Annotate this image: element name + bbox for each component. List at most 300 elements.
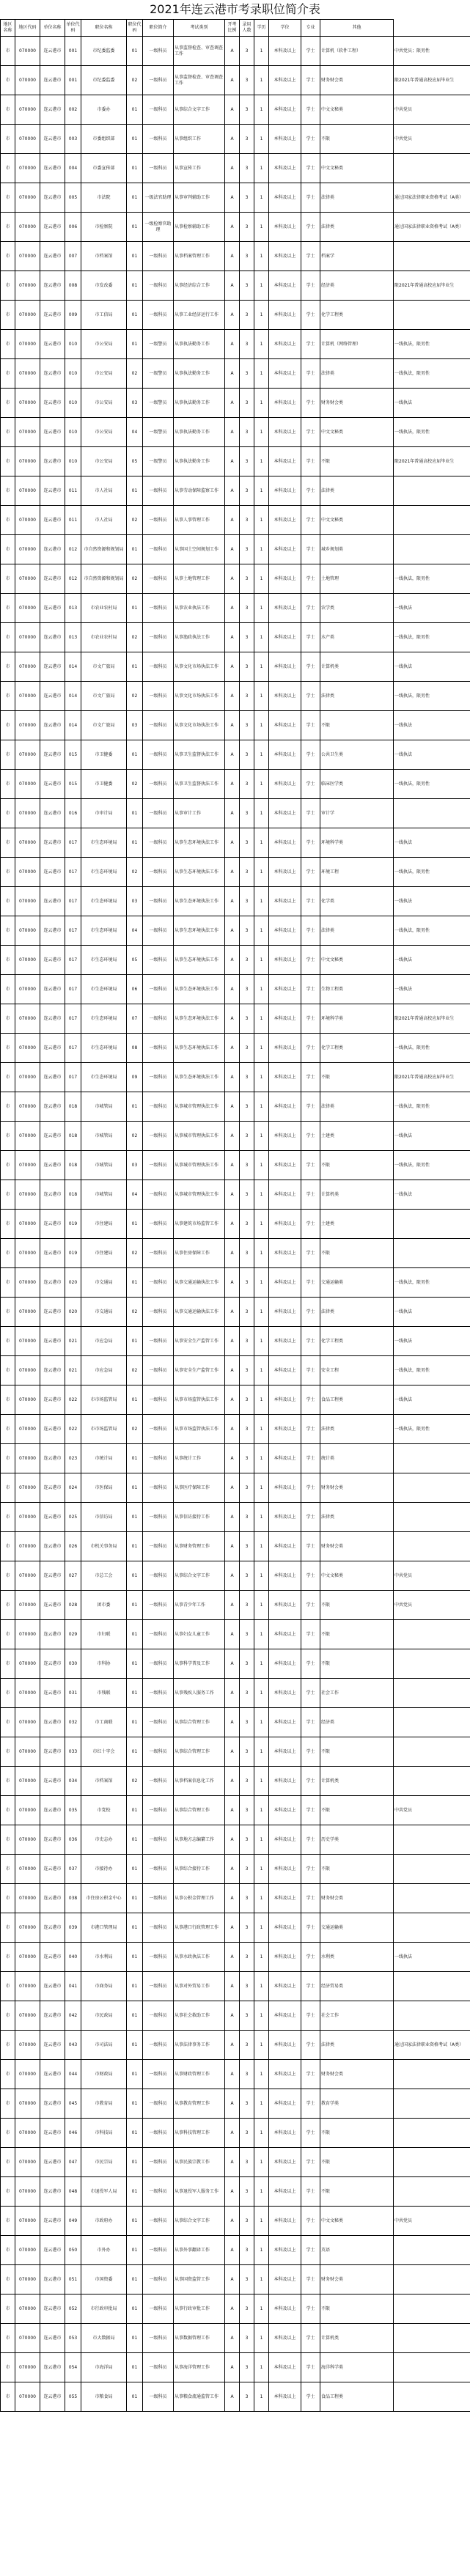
table-row xyxy=(1,1825,470,1855)
table-cell: 学士 xyxy=(301,330,320,359)
table-cell: 070000 xyxy=(15,2001,40,2031)
table-cell: 一级科员 xyxy=(143,1708,174,1737)
table-row xyxy=(1,682,470,711)
table-cell: 限2021年普通高校应届毕业生 xyxy=(394,1004,470,1034)
table-cell: A xyxy=(225,975,240,1004)
table-cell: 本科及以上 xyxy=(269,125,301,154)
table-cell: 010 xyxy=(65,359,81,389)
table-cell: 学士 xyxy=(301,1268,320,1298)
table-cell: 1 xyxy=(254,975,269,1004)
table-cell: 3 xyxy=(240,2236,254,2265)
table-cell: 1 xyxy=(254,535,269,564)
table-cell: 本科及以上 xyxy=(269,1004,301,1034)
table-cell: 004 xyxy=(65,154,81,183)
table-cell: 一线执法，限男性 xyxy=(394,1092,470,1122)
table-cell xyxy=(394,1737,470,1767)
table-cell: 市水利局 xyxy=(81,1943,127,1972)
table-cell: 1 xyxy=(254,711,269,740)
table-cell: 070000 xyxy=(15,711,40,740)
table-cell: 1 xyxy=(254,506,269,535)
table-cell: 070000 xyxy=(15,1122,40,1151)
table-cell: 从事土地管理工作 xyxy=(174,564,225,594)
table-cell: 本科及以上 xyxy=(269,1561,301,1591)
table-cell: 学士 xyxy=(301,1180,320,1210)
table-cell: 学士 xyxy=(301,476,320,506)
table-cell: 本科及以上 xyxy=(269,418,301,447)
table-cell: 3 xyxy=(240,975,254,1004)
table-cell: 3 xyxy=(240,535,254,564)
table-cell: 一级科员 xyxy=(143,2089,174,2119)
table-cell: 070000 xyxy=(15,95,40,125)
table-cell: 3 xyxy=(240,1004,254,1034)
table-cell: 3 xyxy=(240,1913,254,1943)
table-cell: 连云港市 xyxy=(40,887,65,916)
table-cell: 01 xyxy=(127,2295,143,2324)
table-cell: 连云港市 xyxy=(40,1972,65,2001)
table-row xyxy=(1,1327,470,1356)
table-row xyxy=(1,1151,470,1180)
column-header: 职位代码 xyxy=(127,20,143,37)
table-row xyxy=(1,1972,470,2001)
table-cell: 市 xyxy=(1,1268,15,1298)
table-cell: 从事安全生产监管工作 xyxy=(174,1327,225,1356)
table-row xyxy=(1,1913,470,1943)
table-cell: 市 xyxy=(1,1444,15,1473)
table-cell: 070000 xyxy=(15,1385,40,1415)
table-cell: A xyxy=(225,1151,240,1180)
table-cell: 3 xyxy=(240,1415,254,1444)
table-cell: 连云港市 xyxy=(40,1679,65,1708)
table-cell: 学士 xyxy=(301,2295,320,2324)
table-cell: 市文广旅局 xyxy=(81,711,127,740)
table-cell: 连云港市 xyxy=(40,2324,65,2353)
table-cell: 070000 xyxy=(15,564,40,594)
table-cell: A xyxy=(225,1796,240,1825)
table-cell: 3 xyxy=(240,1620,254,1649)
table-cell: 不限 xyxy=(320,1855,394,1884)
table-cell: 070000 xyxy=(15,2353,40,2382)
table-cell: 一级科员 xyxy=(143,1268,174,1298)
table-cell: A xyxy=(225,711,240,740)
table-cell: 市 xyxy=(1,1151,15,1180)
table-cell: 1 xyxy=(254,594,269,623)
table-cell: 学士 xyxy=(301,2001,320,2031)
table-cell: 学士 xyxy=(301,535,320,564)
table-cell: 070000 xyxy=(15,213,40,242)
table-cell: 市 xyxy=(1,1415,15,1444)
table-cell: 市 xyxy=(1,1327,15,1356)
table-cell: 049 xyxy=(65,2207,81,2236)
table-cell: 中共党员 xyxy=(394,125,470,154)
table-row xyxy=(1,916,470,946)
table-cell: 070000 xyxy=(15,535,40,564)
table-cell: 连云港市 xyxy=(40,1943,65,1972)
table-cell: A xyxy=(225,1092,240,1122)
table-cell: 本科及以上 xyxy=(269,1210,301,1239)
column-header: 单位代码 xyxy=(65,20,81,37)
table-cell: 学士 xyxy=(301,652,320,682)
table-cell: 从事城市管理执法工作 xyxy=(174,1151,225,1180)
table-cell xyxy=(394,1708,470,1737)
table-cell: 一线执法，限男性 xyxy=(394,770,470,799)
table-cell: 017 xyxy=(65,1034,81,1063)
table-cell: 市生态环境局 xyxy=(81,858,127,887)
table-cell: 市 xyxy=(1,1561,15,1591)
table-cell: 01 xyxy=(127,2060,143,2089)
table-cell: 中文文秘类 xyxy=(320,154,394,183)
table-cell: 01 xyxy=(127,740,143,770)
table-cell xyxy=(394,2060,470,2089)
table-cell: 从事执法勤务工作 xyxy=(174,447,225,476)
table-cell: 本科及以上 xyxy=(269,2265,301,2295)
table-cell: 025 xyxy=(65,1503,81,1532)
table-cell: 市 xyxy=(1,1620,15,1649)
table-cell: 学士 xyxy=(301,1825,320,1855)
table-cell xyxy=(394,2265,470,2295)
table-cell: 038 xyxy=(65,1884,81,1913)
table-body xyxy=(1,37,470,2412)
table-cell: 一级科员 xyxy=(143,711,174,740)
table-cell: 一级科员 xyxy=(143,2265,174,2295)
table-cell: 市纪委监委 xyxy=(81,37,127,66)
table-cell: 市 xyxy=(1,1532,15,1561)
table-cell: 017 xyxy=(65,975,81,1004)
table-cell: 学士 xyxy=(301,623,320,652)
table-cell: 市 xyxy=(1,2295,15,2324)
table-cell xyxy=(394,1884,470,1913)
table-cell: 一级科员 xyxy=(143,799,174,828)
table-cell: 市 xyxy=(1,2119,15,2148)
table-cell: 本科及以上 xyxy=(269,1767,301,1796)
table-cell: 一级科员 xyxy=(143,1767,174,1796)
table-cell: 连云港市 xyxy=(40,2148,65,2177)
table-cell: 070000 xyxy=(15,740,40,770)
table-cell: 3 xyxy=(240,1649,254,1679)
table-cell: 3 xyxy=(240,2353,254,2382)
table-cell: 学士 xyxy=(301,1034,320,1063)
table-cell: 070000 xyxy=(15,1063,40,1092)
table-cell: 02 xyxy=(127,858,143,887)
table-cell: 1 xyxy=(254,1884,269,1913)
table-cell: 市公安局 xyxy=(81,330,127,359)
table-cell: A xyxy=(225,1473,240,1503)
table-cell: 从事生态环境执法工作 xyxy=(174,1034,225,1063)
table-row xyxy=(1,1444,470,1473)
table-cell: 从事法律事务工作 xyxy=(174,2031,225,2060)
table-cell: A xyxy=(225,1503,240,1532)
table-cell: 070000 xyxy=(15,1415,40,1444)
table-cell: 从事监督检查、审查调查工作 xyxy=(174,37,225,66)
table-cell: 一线执法，限男性 xyxy=(394,564,470,594)
table-cell: A xyxy=(225,447,240,476)
table-cell: 本科及以上 xyxy=(269,1796,301,1825)
table-cell: 01 xyxy=(127,535,143,564)
table-cell: 017 xyxy=(65,858,81,887)
table-cell: 市妇联 xyxy=(81,1620,127,1649)
table-cell: 市公安局 xyxy=(81,418,127,447)
table-cell: 一级科员 xyxy=(143,66,174,95)
table-cell: 一线执法，限男性 xyxy=(394,1415,470,1444)
table-row xyxy=(1,711,470,740)
table-cell: 一级科员 xyxy=(143,1884,174,1913)
table-cell: 010 xyxy=(65,389,81,418)
table-cell: 3 xyxy=(240,1063,254,1092)
table-cell: 学士 xyxy=(301,1972,320,2001)
table-cell: 070000 xyxy=(15,2207,40,2236)
table-cell: 06 xyxy=(127,975,143,1004)
table-cell: 从事港口行政管理工作 xyxy=(174,1913,225,1943)
table-cell: 018 xyxy=(65,1151,81,1180)
table-cell: 本科及以上 xyxy=(269,37,301,66)
table-header-row xyxy=(1,20,470,37)
table-cell: 从事文化市场执法工作 xyxy=(174,682,225,711)
table-cell: 本科及以上 xyxy=(269,506,301,535)
table-cell: 3 xyxy=(240,271,254,301)
table-cell: A xyxy=(225,1034,240,1063)
table-cell: 029 xyxy=(65,1620,81,1649)
table-cell: 070000 xyxy=(15,946,40,975)
table-cell: 学士 xyxy=(301,418,320,447)
table-cell: 水利类 xyxy=(320,1943,394,1972)
table-cell: 从事青少年工作 xyxy=(174,1591,225,1620)
table-cell: 01 xyxy=(127,1561,143,1591)
table-cell: 连云港市 xyxy=(40,1092,65,1122)
table-cell: 市 xyxy=(1,447,15,476)
table-cell: 市 xyxy=(1,2031,15,2060)
table-cell: A xyxy=(225,1004,240,1034)
table-cell: 一级科员 xyxy=(143,2207,174,2236)
table-cell xyxy=(394,1825,470,1855)
table-cell: 070000 xyxy=(15,2148,40,2177)
table-row xyxy=(1,2119,470,2148)
table-cell: 本科及以上 xyxy=(269,1268,301,1298)
table-cell: 不限 xyxy=(320,1796,394,1825)
table-cell: 一级科员 xyxy=(143,1004,174,1034)
table-cell: 连云港市 xyxy=(40,711,65,740)
table-row xyxy=(1,1122,470,1151)
table-cell: 070000 xyxy=(15,2031,40,2060)
table-cell: 020 xyxy=(65,1298,81,1327)
table-cell: 1 xyxy=(254,1679,269,1708)
table-cell: 一级检察官助理 xyxy=(143,213,174,242)
table-cell: 市自然资源和规划局 xyxy=(81,535,127,564)
table-cell: 一级科员 xyxy=(143,1034,174,1063)
table-cell: 一级警员 xyxy=(143,330,174,359)
table-cell: 1 xyxy=(254,652,269,682)
table-row xyxy=(1,2236,470,2265)
table-cell: 学士 xyxy=(301,2324,320,2353)
table-cell: 经济贸易类 xyxy=(320,1972,394,2001)
table-cell: 070000 xyxy=(15,66,40,95)
table-cell: 3 xyxy=(240,125,254,154)
table-cell: 从事退役军人服务工作 xyxy=(174,2177,225,2207)
table-cell: 一级科员 xyxy=(143,652,174,682)
table-cell: 审计学 xyxy=(320,799,394,828)
column-header: 其他 xyxy=(320,20,394,37)
table-cell: A xyxy=(225,271,240,301)
table-cell: 市应急局 xyxy=(81,1356,127,1385)
table-cell: 1 xyxy=(254,66,269,95)
table-cell: 档案学 xyxy=(320,242,394,271)
table-cell xyxy=(394,476,470,506)
table-cell: 本科及以上 xyxy=(269,1649,301,1679)
table-cell: 1 xyxy=(254,2265,269,2295)
table-cell: 市市场监管局 xyxy=(81,1415,127,1444)
table-cell: 学士 xyxy=(301,506,320,535)
table-cell: 市 xyxy=(1,711,15,740)
table-cell: 011 xyxy=(65,506,81,535)
table-cell: 不限 xyxy=(320,1239,394,1268)
table-cell: 学士 xyxy=(301,1943,320,1972)
table-cell: 1 xyxy=(254,1913,269,1943)
table-cell: 市 xyxy=(1,183,15,213)
table-row xyxy=(1,37,470,66)
table-cell: 本科及以上 xyxy=(269,1943,301,1972)
table-cell: 一线执法，限男性 xyxy=(394,330,470,359)
table-cell: 学士 xyxy=(301,1151,320,1180)
table-cell: 本科及以上 xyxy=(269,66,301,95)
table-cell: 1 xyxy=(254,799,269,828)
table-cell: 连云港市 xyxy=(40,1473,65,1503)
table-cell: 本科及以上 xyxy=(269,1532,301,1561)
table-cell: 070000 xyxy=(15,1825,40,1855)
table-cell: 008 xyxy=(65,271,81,301)
table-cell: 学士 xyxy=(301,1591,320,1620)
table-cell: 本科及以上 xyxy=(269,2236,301,2265)
table-cell: 1 xyxy=(254,2060,269,2089)
table-cell: 一级科员 xyxy=(143,2060,174,2089)
table-cell: 从事渔政执法工作 xyxy=(174,623,225,652)
table-cell: 1 xyxy=(254,1210,269,1239)
table-cell: 中文文秘类 xyxy=(320,946,394,975)
table-cell: A xyxy=(225,652,240,682)
table-cell: 一级科员 xyxy=(143,1649,174,1679)
table-cell: 020 xyxy=(65,1268,81,1298)
table-cell: 02 xyxy=(127,1356,143,1385)
table-cell: 3 xyxy=(240,2324,254,2353)
table-cell: 01 xyxy=(127,154,143,183)
table-cell: 从事档案信息化工作 xyxy=(174,1767,225,1796)
table-cell: 017 xyxy=(65,1004,81,1034)
table-cell: 市 xyxy=(1,770,15,799)
table-cell: 一级科员 xyxy=(143,770,174,799)
table-cell: 市政府办 xyxy=(81,2207,127,2236)
table-cell: 本科及以上 xyxy=(269,946,301,975)
table-row xyxy=(1,1649,470,1679)
table-cell: 市法院 xyxy=(81,183,127,213)
table-cell: 连云港市 xyxy=(40,242,65,271)
table-cell: 3 xyxy=(240,154,254,183)
table-cell: 3 xyxy=(240,1239,254,1268)
table-cell: 3 xyxy=(240,1385,254,1415)
table-cell xyxy=(394,1239,470,1268)
table-cell: 1 xyxy=(254,858,269,887)
table-cell: 一级科员 xyxy=(143,916,174,946)
table-cell: 3 xyxy=(240,594,254,623)
table-cell: 从事公积金管理工作 xyxy=(174,1884,225,1913)
table-cell: 市 xyxy=(1,1972,15,2001)
table-row xyxy=(1,330,470,359)
table-cell: 市 xyxy=(1,1473,15,1503)
table-cell: 一线执法，限男性 xyxy=(394,623,470,652)
table-cell: 从事住房保障工作 xyxy=(174,1239,225,1268)
table-cell: 019 xyxy=(65,1239,81,1268)
table-cell: 连云港市 xyxy=(40,506,65,535)
table-cell: 070000 xyxy=(15,242,40,271)
table-cell: 010 xyxy=(65,330,81,359)
table-row xyxy=(1,740,470,770)
table-cell xyxy=(394,1679,470,1708)
table-cell: 市 xyxy=(1,740,15,770)
table-cell: 不限 xyxy=(320,2119,394,2148)
table-cell: 从事妇女儿童工作 xyxy=(174,1620,225,1649)
table-cell xyxy=(394,1913,470,1943)
table-cell: 市医保局 xyxy=(81,1473,127,1503)
table-cell: 一线执法 xyxy=(394,1180,470,1210)
table-cell: 市 xyxy=(1,125,15,154)
table-cell: 070000 xyxy=(15,183,40,213)
table-cell: 市交通局 xyxy=(81,1298,127,1327)
table-cell: 本科及以上 xyxy=(269,271,301,301)
table-cell: 070000 xyxy=(15,1649,40,1679)
table-cell: 本科及以上 xyxy=(269,2148,301,2177)
table-cell: 一线执法，限男性 xyxy=(394,359,470,389)
table-cell: 3 xyxy=(240,1092,254,1122)
table-row xyxy=(1,2001,470,2031)
table-row xyxy=(1,242,470,271)
table-row xyxy=(1,183,470,213)
table-cell: 3 xyxy=(240,711,254,740)
table-row xyxy=(1,858,470,887)
table-cell: 070000 xyxy=(15,125,40,154)
table-row xyxy=(1,1767,470,1796)
table-row xyxy=(1,652,470,682)
table-cell: 本科及以上 xyxy=(269,1122,301,1151)
table-cell: 一线执法 xyxy=(394,946,470,975)
table-cell: 连云港市 xyxy=(40,1210,65,1239)
table-cell: 市档案馆 xyxy=(81,1767,127,1796)
table-cell: 070000 xyxy=(15,301,40,330)
table-cell: 本科及以上 xyxy=(269,1151,301,1180)
table-cell: 连云港市 xyxy=(40,359,65,389)
table-cell: 3 xyxy=(240,1444,254,1473)
table-cell: 连云港市 xyxy=(40,1503,65,1532)
table-cell: 070000 xyxy=(15,1444,40,1473)
table-cell: 中文文秘类 xyxy=(320,506,394,535)
table-cell: 市 xyxy=(1,2353,15,2382)
table-cell: 05 xyxy=(127,447,143,476)
table-cell: 学士 xyxy=(301,740,320,770)
table-cell: 市 xyxy=(1,154,15,183)
table-cell: 市 xyxy=(1,1737,15,1767)
table-cell: 028 xyxy=(65,1591,81,1620)
table-cell: 03 xyxy=(127,1151,143,1180)
table-cell: A xyxy=(225,1737,240,1767)
table-row xyxy=(1,2148,470,2177)
table-cell: 一级科员 xyxy=(143,1239,174,1268)
table-cell xyxy=(394,2001,470,2031)
table-cell: 学士 xyxy=(301,1913,320,1943)
table-row xyxy=(1,213,470,242)
table-cell: 从事交通运输执法工作 xyxy=(174,1268,225,1298)
table-cell: 04 xyxy=(127,1180,143,1210)
table-cell: 中文文秘类 xyxy=(320,1561,394,1591)
table-cell: 通过国家法律职业资格考试（A类） xyxy=(394,2031,470,2060)
table-cell: 市市场监管局 xyxy=(81,1385,127,1415)
table-cell: 1 xyxy=(254,2119,269,2148)
table-cell: 01 xyxy=(127,1708,143,1737)
table-cell: 01 xyxy=(127,330,143,359)
